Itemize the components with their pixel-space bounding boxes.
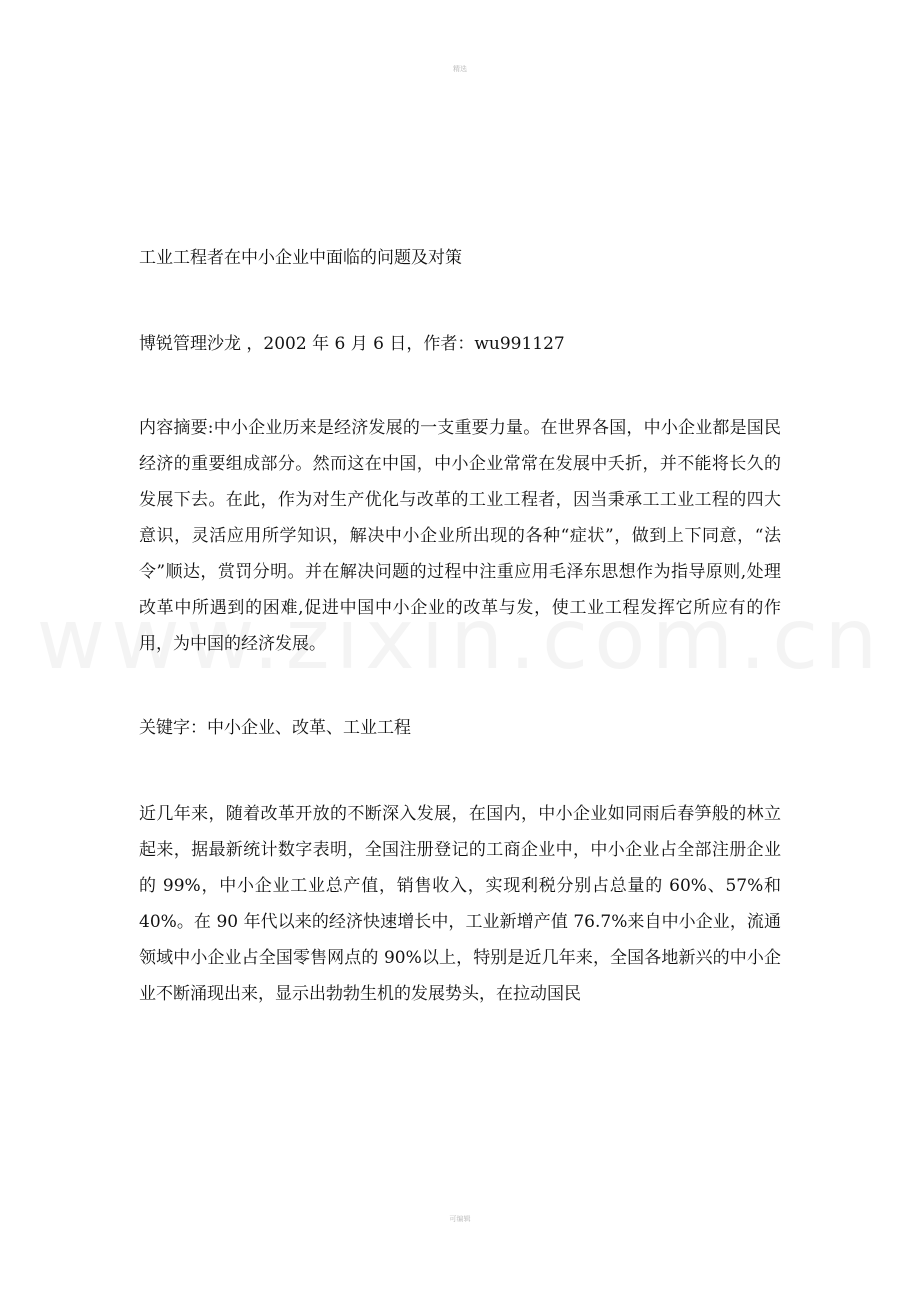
footer-mark: 可编辑 bbox=[449, 1215, 471, 1223]
document-title: 工业工程者在中小企业中面临的问题及对策 bbox=[139, 248, 462, 268]
body-paragraph: 近几年来，随着改革开放的不断深入发展，在国内，中小企业如同雨后春笋般的林立起来，据最新统计数字表明，全国注册登记的工商企业中，中小企业占全部注册企业的 99%，中小企业工业总产值，销售收入，实现利税分别占总量的 60%、57%和 40%。在 90 年代以来的经济快速增长中，工业新增产值 76.7%来自中小企业，流通领域中小企业占全国零售网点的 90%以上，特别是近几年来，全国各地新兴的中小企业不断涌现出来，显示出勃勃生机的发展势头，在拉动国民 bbox=[139, 804, 781, 1004]
document-byline: 博锐管理沙龙 ，2002 年 6 月 6 日，作者：wu991127 bbox=[139, 334, 565, 354]
document-content bbox=[139, 240, 781, 1012]
abstract-paragraph: 内容摘要:中小企业历来是经济发展的一支重要力量。在世界各国，中小企业都是国民经济的重要组成部分。然而这在中国，中小企业常常在发展中夭折，并不能将长久的发展下去。在此，作为对生产优化与改革的工业工程者，因当秉承工工业工程的四大意识，灵活应用所学知识，解决中小企业所出现的各种“症状”，做到上下同意，“法令”顺达，赏罚分明。并在解决问题的过程中注重应用毛泽东思想作为指导原则,处理改革中所遇到的困难,促进中国中小企业的改革与发，使工业工程发挥它所应有的作用，为中国的经济发展。 bbox=[139, 418, 781, 654]
header-mark: 精选 bbox=[453, 65, 467, 73]
keywords-line: 关键字：中小企业、改革、工业工程 bbox=[139, 718, 411, 738]
